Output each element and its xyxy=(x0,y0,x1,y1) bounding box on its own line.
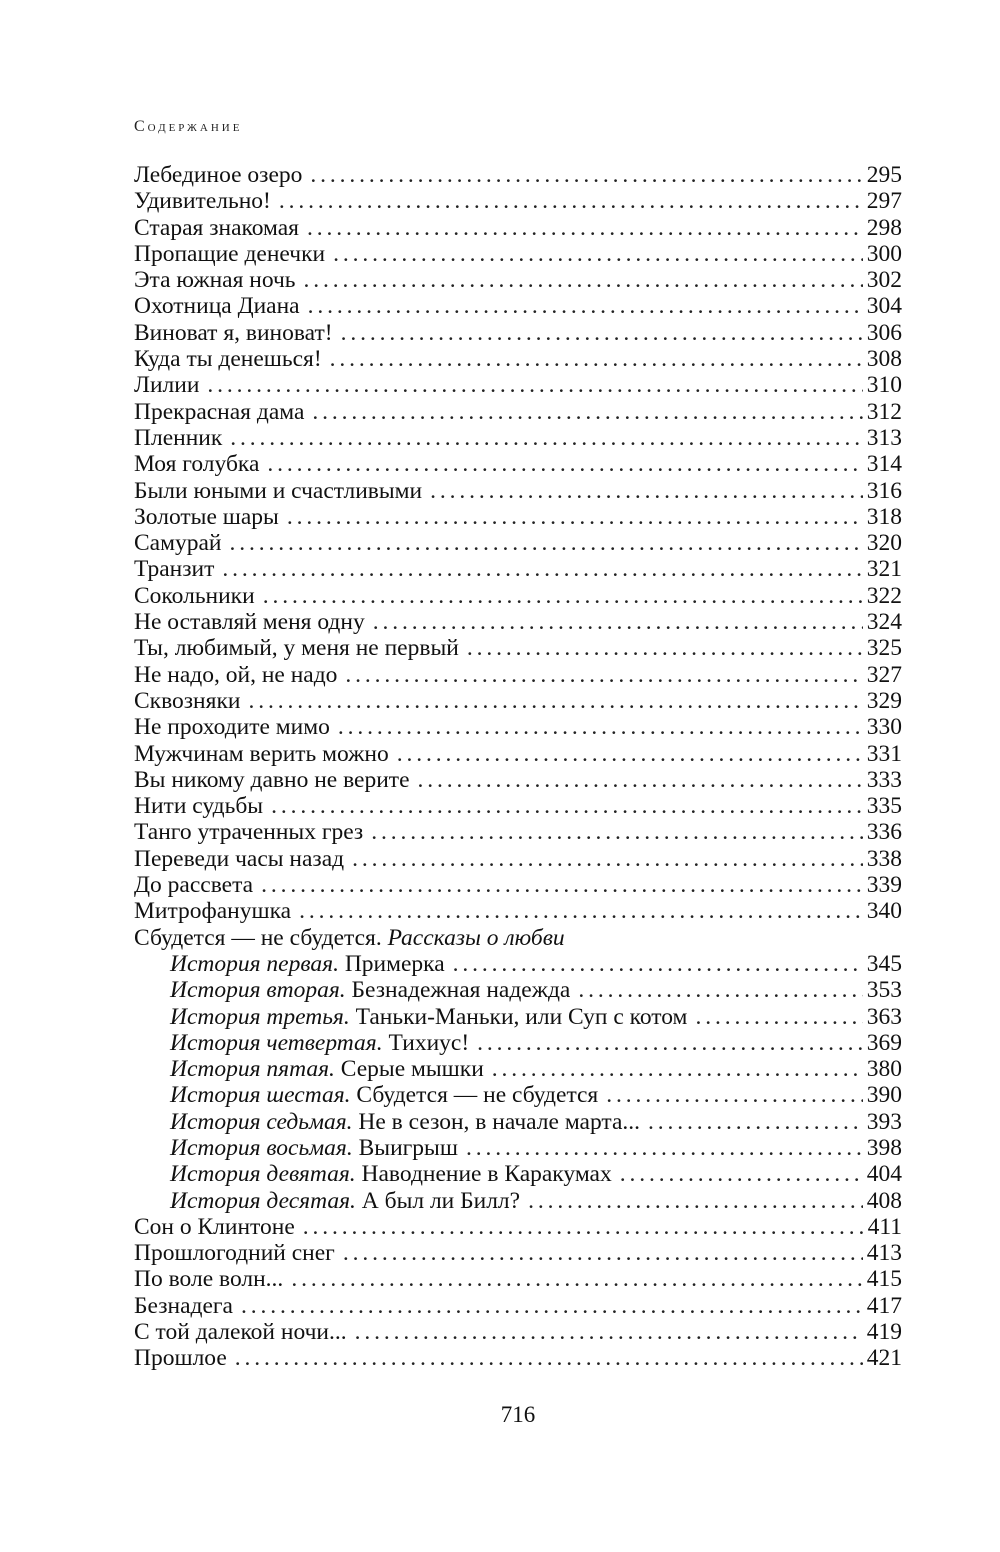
toc-entry[interactable] xyxy=(134,846,902,872)
toc-entry-text: Мужчинам верить можно xyxy=(134,740,389,767)
toc-entry-title xyxy=(170,1135,458,1161)
toc-entry-title xyxy=(134,609,365,635)
dot-leader xyxy=(263,583,863,609)
dot-leader xyxy=(341,320,863,346)
toc-page-number: 327 xyxy=(866,661,902,688)
toc-entry-title xyxy=(170,1030,469,1056)
toc-entry-text: Не оставляй меня одну xyxy=(134,609,365,636)
toc-entry-text: Эта южная ночь xyxy=(134,267,296,294)
toc-section-heading[interactable] xyxy=(134,925,902,951)
toc-entry-title xyxy=(134,741,389,767)
toc-page-number: 331 xyxy=(866,740,902,767)
toc-entry-text: Пропащие денечки xyxy=(134,240,326,267)
toc-entry[interactable] xyxy=(134,688,902,714)
toc-entry[interactable] xyxy=(134,741,902,767)
toc-entry[interactable] xyxy=(134,662,902,688)
toc-page-number: 298 xyxy=(866,214,902,241)
dot-leader xyxy=(373,609,863,635)
toc-entry-text: Прошлое xyxy=(134,1345,227,1372)
toc-entry[interactable] xyxy=(134,451,902,477)
toc-entry-title xyxy=(134,320,333,346)
toc-page-number: 335 xyxy=(866,793,902,820)
toc-entry-text: Прошлогодний снег xyxy=(134,1240,335,1267)
toc-entry-title xyxy=(134,188,271,214)
toc-entry[interactable] xyxy=(134,1240,902,1266)
dot-leader xyxy=(695,1004,862,1030)
toc-entry-italic-prefix: История пятая. xyxy=(170,1056,335,1083)
toc-entry[interactable] xyxy=(134,556,902,582)
toc-entry-italic-prefix: История первая. xyxy=(170,950,339,977)
dot-leader xyxy=(230,425,862,451)
toc-sub-entry[interactable] xyxy=(134,951,902,977)
toc-entry-title xyxy=(170,1109,640,1135)
toc-entry-title xyxy=(134,504,279,530)
toc-page-number: 320 xyxy=(866,530,902,557)
toc-entry-title xyxy=(134,819,363,845)
toc-page-number: 413 xyxy=(866,1240,902,1267)
toc-entry-title xyxy=(134,293,300,319)
toc-entry-title xyxy=(134,478,422,504)
toc-sub-entry[interactable] xyxy=(134,1082,902,1108)
toc-entry-title xyxy=(134,1266,283,1292)
toc-entry-text: Не надо, ой, не надо xyxy=(134,661,338,688)
toc-page-number: 322 xyxy=(866,582,902,609)
toc-entry-title xyxy=(134,399,304,425)
dot-leader xyxy=(222,556,862,582)
dot-leader xyxy=(343,1240,863,1266)
dot-leader xyxy=(271,793,863,819)
dot-leader xyxy=(287,504,863,530)
toc-entry-title xyxy=(134,846,344,872)
toc-entry[interactable] xyxy=(134,635,902,661)
toc-entry[interactable] xyxy=(134,793,902,819)
dot-leader xyxy=(307,215,863,241)
toc-entry-title xyxy=(134,241,325,267)
toc-entry-text: Сквозняки xyxy=(134,687,241,714)
dot-leader xyxy=(467,635,863,661)
toc-entry-text: Лилии xyxy=(134,372,200,399)
toc-sub-entry[interactable] xyxy=(134,1161,902,1187)
dot-leader xyxy=(648,1109,863,1135)
toc-entry-title xyxy=(134,530,221,556)
toc-entry[interactable] xyxy=(134,241,902,267)
toc-entry[interactable] xyxy=(134,267,902,293)
toc-entry-title xyxy=(134,767,410,793)
toc-entry[interactable] xyxy=(134,1214,902,1240)
toc-page-number: 345 xyxy=(866,950,902,977)
toc-entry-text: А был ли Билл? xyxy=(361,1187,521,1214)
toc-page-number: 340 xyxy=(866,898,902,925)
toc-entry-title xyxy=(134,872,253,898)
toc-entry-text: Не в сезон, в начале марта... xyxy=(358,1108,641,1135)
toc-entry-text: Моя голубка xyxy=(134,451,260,478)
toc-entry-title xyxy=(134,583,255,609)
toc-page-number: 318 xyxy=(866,503,902,530)
toc-entry[interactable] xyxy=(134,425,902,451)
toc-entry-text: До рассвета xyxy=(134,872,254,899)
dot-leader xyxy=(279,188,863,214)
toc-page-number: 310 xyxy=(866,372,902,399)
toc-page-number: 380 xyxy=(866,1056,902,1083)
toc-entry-italic-prefix: История шестая. xyxy=(170,1082,351,1109)
toc-sub-entry[interactable] xyxy=(134,1004,902,1030)
dot-leader xyxy=(241,1293,863,1319)
toc-entry-title xyxy=(170,1056,484,1082)
toc-entry[interactable] xyxy=(134,1345,902,1371)
toc-entry-text: По воле волн... xyxy=(134,1266,284,1293)
toc-entry-text: Транзит xyxy=(134,556,215,583)
toc-entry-title xyxy=(134,1319,347,1345)
running-head: Содержание xyxy=(134,118,243,135)
toc-entry-title xyxy=(134,714,330,740)
toc-entry-title xyxy=(134,346,322,372)
dot-leader xyxy=(308,293,863,319)
toc-entry-text: Выигрыш xyxy=(358,1134,458,1161)
toc-entry-text: Золотые шары xyxy=(134,503,279,530)
toc-entry-title xyxy=(170,977,570,1003)
toc-entry-italic-prefix: История седьмая. xyxy=(170,1108,353,1135)
dot-leader xyxy=(338,714,863,740)
toc-entry-text: Ты, любимый, у меня не первый xyxy=(134,635,459,662)
toc-page-number: 421 xyxy=(866,1345,902,1372)
dot-leader xyxy=(466,1135,863,1161)
dot-leader xyxy=(267,451,862,477)
toc-entry-title xyxy=(170,951,445,977)
toc-page-number: 408 xyxy=(866,1187,902,1214)
toc-entry-title xyxy=(134,1293,233,1319)
toc-entry-text: Серые мышки xyxy=(340,1056,484,1083)
toc-entry-italic-prefix: История восьмая. xyxy=(170,1134,353,1161)
toc-page-number: 369 xyxy=(866,1029,902,1056)
dot-leader xyxy=(477,1030,863,1056)
toc-entry[interactable] xyxy=(134,215,902,241)
toc-entry[interactable] xyxy=(134,320,902,346)
toc-page-number: 316 xyxy=(866,477,902,504)
toc-entry-text: Были юными и счастливыми xyxy=(134,477,423,504)
toc-entry-title xyxy=(134,662,337,688)
toc-page-number: 398 xyxy=(866,1134,902,1161)
toc-entry-text: Танго утраченных грез xyxy=(134,819,364,846)
toc-entry[interactable] xyxy=(134,1266,902,1292)
toc-entry-text: Митрофанушка xyxy=(134,898,292,925)
toc-entry[interactable] xyxy=(134,372,902,398)
table-of-contents xyxy=(134,162,902,1372)
toc-entry-text: Нити судьбы xyxy=(134,793,264,820)
toc-page-number: 325 xyxy=(866,635,902,662)
toc-entry-text: Куда ты денешься! xyxy=(134,346,322,373)
toc-entry-text: Вы никому давно не верите xyxy=(134,766,410,793)
toc-entry-italic-suffix: Рассказы о любви xyxy=(387,924,565,951)
toc-entry-text: Сокольники xyxy=(134,582,255,609)
toc-entry-title xyxy=(134,556,214,582)
toc-entry[interactable] xyxy=(134,1293,902,1319)
dot-leader xyxy=(261,872,863,898)
dot-leader xyxy=(248,688,862,714)
dot-leader xyxy=(453,951,863,977)
toc-page-number: 390 xyxy=(866,1082,902,1109)
toc-entry-title xyxy=(134,1345,227,1371)
dot-leader xyxy=(492,1056,863,1082)
toc-entry-title xyxy=(134,162,302,188)
toc-entry-italic-prefix: История четвертая. xyxy=(170,1029,383,1056)
dot-leader xyxy=(310,162,862,188)
dot-leader xyxy=(418,767,863,793)
toc-entry-title xyxy=(170,1004,687,1030)
toc-sub-entry[interactable] xyxy=(134,1030,902,1056)
toc-sub-entry[interactable] xyxy=(134,1135,902,1161)
toc-entry-italic-prefix: История вторая. xyxy=(170,977,346,1004)
toc-page-number: 314 xyxy=(866,451,902,478)
toc-entry[interactable] xyxy=(134,609,902,635)
toc-entry-title xyxy=(134,898,291,924)
toc-page-number: 336 xyxy=(866,819,902,846)
toc-page-number: 304 xyxy=(866,293,902,320)
toc-entry-italic-prefix: История девятая. xyxy=(170,1161,356,1188)
dot-leader xyxy=(528,1188,863,1214)
dot-leader xyxy=(299,898,863,924)
dot-leader xyxy=(620,1161,863,1187)
dot-leader xyxy=(291,1266,862,1292)
toc-entry-title xyxy=(134,451,259,477)
toc-entry[interactable] xyxy=(134,714,902,740)
toc-entry-title xyxy=(134,372,199,398)
dot-leader xyxy=(578,977,862,1003)
toc-page-number: 306 xyxy=(866,319,902,346)
toc-entry-title xyxy=(134,267,296,293)
toc-entry[interactable] xyxy=(134,583,902,609)
dot-leader xyxy=(430,478,863,504)
toc-entry-text: С той далекой ночи... xyxy=(134,1319,347,1346)
toc-entry-text: Удивительно! xyxy=(134,188,271,215)
toc-entry-text: Наводнение в Каракумах xyxy=(361,1161,612,1188)
toc-entry-title xyxy=(134,793,263,819)
toc-entry-title xyxy=(134,925,565,951)
dot-leader xyxy=(303,1214,864,1240)
toc-entry-text: Сон о Клинтоне xyxy=(134,1213,295,1240)
toc-entry-italic-prefix: История третья. xyxy=(170,1003,350,1030)
toc-entry[interactable] xyxy=(134,293,902,319)
dot-leader xyxy=(330,346,863,372)
toc-entry[interactable] xyxy=(134,478,902,504)
toc-page-number: 324 xyxy=(866,609,902,636)
toc-entry-text: Безнадега xyxy=(134,1292,233,1319)
toc-entry-title xyxy=(134,688,240,714)
toc-page-number: 321 xyxy=(866,556,902,583)
toc-entry-title xyxy=(134,425,222,451)
toc-page-number: 333 xyxy=(866,766,902,793)
dot-leader xyxy=(397,741,863,767)
toc-entry-title xyxy=(134,1240,335,1266)
toc-page-number: 411 xyxy=(867,1213,902,1240)
dot-leader xyxy=(207,372,862,398)
toc-entry-italic-prefix: История десятая. xyxy=(170,1187,356,1214)
toc-sub-entry[interactable] xyxy=(134,1109,902,1135)
toc-page-number: 338 xyxy=(866,845,902,872)
toc-page-number: 339 xyxy=(866,872,902,899)
toc-entry-text: Прекрасная дама xyxy=(134,398,305,425)
toc-entry[interactable] xyxy=(134,188,902,214)
toc-entry[interactable] xyxy=(134,898,902,924)
dot-leader xyxy=(345,662,862,688)
toc-entry-text: Старая знакомая xyxy=(134,214,299,241)
toc-entry-title xyxy=(170,1161,612,1187)
dot-leader xyxy=(352,846,863,872)
toc-page-number: 419 xyxy=(866,1319,902,1346)
toc-page-number: 353 xyxy=(866,977,902,1004)
toc-sub-entry[interactable] xyxy=(134,977,902,1003)
toc-entry-text: Примерка xyxy=(344,950,445,977)
toc-entry-text: Тихиус! xyxy=(388,1029,470,1056)
dot-leader xyxy=(304,267,863,293)
toc-entry-title xyxy=(170,1082,598,1108)
dot-leader xyxy=(355,1319,863,1345)
toc-page-number: 363 xyxy=(866,1003,902,1030)
toc-entry-text: Не проходите мимо xyxy=(134,714,330,741)
toc-entry-text: Самурай xyxy=(134,530,222,557)
toc-page-number: 308 xyxy=(866,346,902,373)
toc-page-number: 295 xyxy=(866,162,902,188)
dot-leader xyxy=(606,1082,863,1108)
toc-entry[interactable] xyxy=(134,767,902,793)
toc-entry-text: Виноват я, виноват! xyxy=(134,319,333,346)
toc-page-number: 313 xyxy=(866,424,902,451)
toc-page-number: 417 xyxy=(866,1292,902,1319)
toc-entry[interactable] xyxy=(134,819,902,845)
toc-page-number: 300 xyxy=(866,240,902,267)
toc-page-number: 312 xyxy=(866,398,902,425)
dot-leader xyxy=(333,241,863,267)
toc-page-number: 297 xyxy=(866,188,902,215)
toc-entry-text: Пленник xyxy=(134,424,223,451)
dot-leader xyxy=(235,1345,863,1371)
toc-entry[interactable] xyxy=(134,162,902,188)
toc-entry-text: Охотница Диана xyxy=(134,293,300,320)
dot-leader xyxy=(229,530,862,556)
toc-sub-entry[interactable] xyxy=(134,1056,902,1082)
toc-entry-title xyxy=(134,215,299,241)
toc-entry-text: Таньки-Маньки, или Суп с котом xyxy=(355,1003,688,1030)
toc-entry-text: Безнадежная надежда xyxy=(351,977,571,1004)
toc-sub-entry[interactable] xyxy=(134,1188,902,1214)
toc-page-number: 329 xyxy=(866,687,902,714)
toc-entry-title xyxy=(134,1214,295,1240)
toc-page-number: 415 xyxy=(866,1266,902,1293)
toc-entry[interactable] xyxy=(134,530,902,556)
toc-entry[interactable] xyxy=(134,872,902,898)
toc-entry-text: Переведи часы назад xyxy=(134,845,345,872)
toc-entry-text: Сбудется — не сбудется xyxy=(356,1082,599,1109)
toc-entry[interactable] xyxy=(134,346,902,372)
dot-leader xyxy=(312,399,862,425)
toc-entry-title xyxy=(170,1188,520,1214)
toc-page-number: 393 xyxy=(866,1108,902,1135)
toc-page-number: 302 xyxy=(866,267,902,294)
toc-page-number: 404 xyxy=(866,1161,902,1188)
toc-entry-text: Сбудется — не сбудется. xyxy=(134,924,382,951)
toc-entry-title xyxy=(134,635,459,661)
page-number: 716 xyxy=(500,1402,536,1427)
toc-page-number: 330 xyxy=(866,714,902,741)
toc-entry-text: Лебединое озеро xyxy=(134,162,303,188)
toc-entry[interactable] xyxy=(134,1319,902,1345)
dot-leader xyxy=(371,819,863,845)
toc-entry[interactable] xyxy=(134,399,902,425)
toc-entry[interactable] xyxy=(134,504,902,530)
